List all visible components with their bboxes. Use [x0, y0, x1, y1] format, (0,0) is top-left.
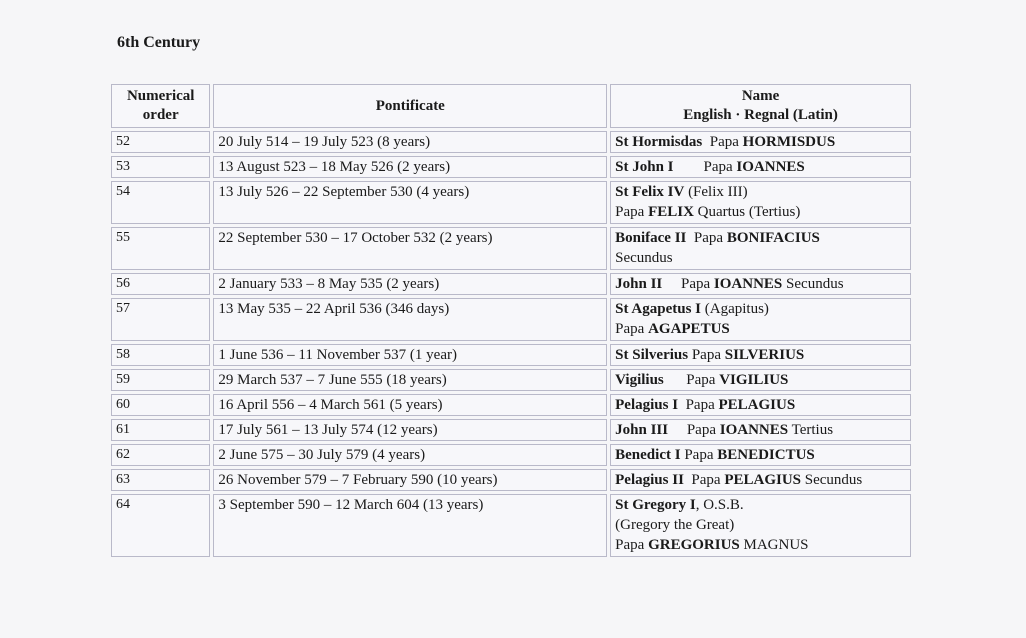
cell-numerical-order: 53	[111, 156, 210, 178]
cell-numerical-order: 64	[111, 494, 210, 557]
cell-name	[610, 394, 911, 416]
page-heading: 6th Century	[117, 34, 201, 51]
name-bold-text: BONIFACIUS	[726, 230, 820, 246]
name-bold-text: Benedict I	[615, 447, 681, 463]
header-numerical-order	[111, 84, 210, 128]
cell-numerical-order: 55	[111, 227, 210, 270]
popes-table	[108, 81, 914, 560]
cell-pontificate: 26 November 579 – 7 February 590 (10 years)	[213, 469, 607, 491]
name-text: Papa	[615, 204, 649, 220]
cell-pontificate: 3 September 590 – 12 March 604 (13 years)	[213, 494, 607, 557]
name-bold-text: VIGILIUS	[719, 372, 789, 388]
name-text: Papa	[680, 447, 718, 463]
name-bold-text: St Gregory I	[615, 497, 696, 513]
name-line	[615, 228, 906, 248]
name-text: MAGNUS	[739, 537, 809, 553]
name-bold-text: IOANNES	[736, 159, 805, 175]
name-text: Secundus	[782, 276, 844, 292]
name-bold-text: St Silverius	[615, 347, 689, 363]
table-row	[111, 444, 911, 466]
cell-pontificate: 13 July 526 – 22 September 530 (4 years)	[213, 181, 607, 224]
table-row	[111, 344, 911, 366]
cell-name	[610, 156, 911, 178]
header-pontificate: Pontificate	[213, 84, 607, 128]
name-line	[615, 370, 906, 390]
cell-pontificate: 22 September 530 – 17 October 532 (2 years)	[213, 227, 607, 270]
cell-numerical-order: 61	[111, 419, 210, 441]
table-header-row	[111, 84, 911, 128]
name-line	[615, 470, 906, 490]
name-line	[615, 182, 906, 202]
cell-numerical-order: 58	[111, 344, 210, 366]
name-bold-text: IOANNES	[713, 276, 783, 292]
name-bold-text: GREGORIUS	[648, 537, 740, 553]
name-bold-text: Boniface II	[615, 230, 687, 246]
cell-numerical-order: 63	[111, 469, 210, 491]
cell-name	[610, 419, 911, 441]
name-line	[615, 319, 906, 339]
name-bold-text: SILVERIUS	[724, 347, 805, 363]
name-text: , O.S.B.	[695, 497, 744, 513]
name-text: Secundus	[615, 250, 673, 266]
name-text: Papa	[686, 230, 727, 246]
name-line	[615, 495, 906, 515]
name-text: Papa	[702, 134, 743, 150]
cell-numerical-order: 59	[111, 369, 210, 391]
name-text: Papa	[662, 276, 714, 292]
table-row	[111, 419, 911, 441]
cell-numerical-order: 62	[111, 444, 210, 466]
name-bold-text: St Hormisdas	[615, 134, 703, 150]
name-bold-text: AGAPETUS	[648, 321, 730, 337]
cell-pontificate: 13 August 523 – 18 May 526 (2 years)	[213, 156, 607, 178]
cell-pontificate: 13 May 535 – 22 April 536 (346 days)	[213, 298, 607, 341]
name-text: (Gregory the Great)	[615, 517, 735, 533]
table-row	[111, 369, 911, 391]
cell-numerical-order: 60	[111, 394, 210, 416]
name-text: Papa	[663, 372, 720, 388]
table-row	[111, 469, 911, 491]
table-row	[111, 181, 911, 224]
table-row	[111, 156, 911, 178]
cell-name	[610, 494, 911, 557]
cell-name	[610, 273, 911, 295]
cell-numerical-order: 54	[111, 181, 210, 224]
cell-name	[610, 131, 911, 153]
table-row	[111, 298, 911, 341]
name-line	[615, 515, 906, 535]
name-text: (Felix III)	[684, 184, 748, 200]
table-row	[111, 273, 911, 295]
name-line	[615, 535, 906, 555]
name-bold-text: PELAGIUS	[724, 472, 802, 488]
cell-pontificate: 17 July 561 – 13 July 574 (12 years)	[213, 419, 607, 441]
table-row	[111, 494, 911, 557]
table-body	[111, 131, 911, 557]
name-text: Secundus	[801, 472, 863, 488]
name-bold-text: FELIX	[648, 204, 694, 220]
header-name-line2: English · Regnal (Latin)	[683, 107, 838, 123]
name-bold-text: St Felix IV	[615, 184, 685, 200]
cell-pontificate: 20 July 514 – 19 July 523 (8 years)	[213, 131, 607, 153]
name-bold-text: Vigilius	[615, 372, 664, 388]
name-line	[615, 202, 906, 222]
name-line	[615, 395, 906, 415]
header-num-line1: Numerical	[126, 88, 195, 104]
name-text: Papa	[673, 159, 737, 175]
name-text: Papa	[688, 347, 725, 363]
name-text: Papa	[678, 397, 719, 413]
name-line	[615, 248, 906, 268]
cell-name	[610, 227, 911, 270]
name-bold-text: BENEDICTUS	[717, 447, 815, 463]
name-text: Papa	[668, 422, 720, 438]
name-line	[615, 157, 906, 177]
name-bold-text: St John I	[615, 159, 674, 175]
cell-name	[610, 298, 911, 341]
name-text: Papa	[615, 537, 649, 553]
cell-name	[610, 369, 911, 391]
name-line	[615, 345, 906, 365]
name-text: Quartus (Tertius)	[693, 204, 801, 220]
name-bold-text: Pelagius II	[615, 472, 684, 488]
name-bold-text: IOANNES	[719, 422, 789, 438]
cell-pontificate: 29 March 537 – 7 June 555 (18 years)	[213, 369, 607, 391]
name-text: Tertius	[788, 422, 834, 438]
name-line	[615, 132, 906, 152]
cell-name	[610, 344, 911, 366]
cell-numerical-order: 56	[111, 273, 210, 295]
name-bold-text: Pelagius I	[615, 397, 679, 413]
name-bold-text: John III	[615, 422, 669, 438]
name-line	[615, 299, 906, 319]
header-name-line1: Name	[741, 88, 780, 104]
name-line	[615, 274, 906, 294]
cell-numerical-order: 57	[111, 298, 210, 341]
cell-pontificate: 2 January 533 – 8 May 535 (2 years)	[213, 273, 607, 295]
name-line	[615, 445, 906, 465]
table-row	[111, 131, 911, 153]
cell-name	[610, 181, 911, 224]
cell-numerical-order: 52	[111, 131, 210, 153]
table-row	[111, 227, 911, 270]
cell-name	[610, 469, 911, 491]
table-row	[111, 394, 911, 416]
name-bold-text: PELAGIUS	[718, 397, 796, 413]
name-bold-text: St Agapetus I	[615, 301, 701, 317]
name-bold-text: John II	[615, 276, 663, 292]
name-text: Papa	[683, 472, 725, 488]
name-line	[615, 420, 906, 440]
name-text: Papa	[615, 321, 649, 337]
cell-pontificate: 2 June 575 – 30 July 579 (4 years)	[213, 444, 607, 466]
name-bold-text: HORMISDUS	[742, 134, 836, 150]
header-name	[610, 84, 911, 128]
cell-name	[610, 444, 911, 466]
cell-pontificate: 1 June 536 – 11 November 537 (1 year)	[213, 344, 607, 366]
cell-pontificate: 16 April 556 – 4 March 561 (5 years)	[213, 394, 607, 416]
name-text: (Agapitus)	[701, 301, 769, 317]
header-num-line2: order	[142, 107, 179, 123]
